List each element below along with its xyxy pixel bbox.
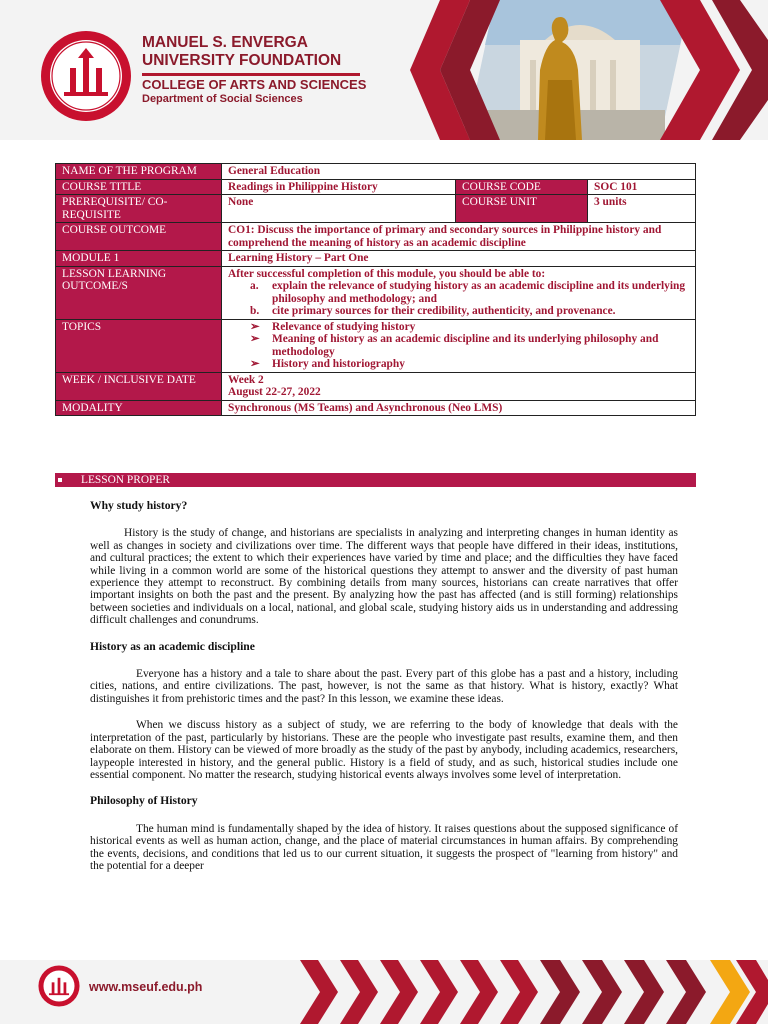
paragraph: History is the study of change, and historians are specialists in analyzing and interpreting changes in human identity as well as changes in society and civilizations over time. The different ways that people have differed in their ideas, institutions, and cultural practices; the extent to which their experiences have varied by time and place; and the difficulties they have faced while living in a common world are some of the historical questions they attempt to answer and the diversity of past human experience they attempt to reconstruct. By combining details from many sources, historians can create narratives that offer important insights on both the past and the present. By analyzing how the past has affected (and is still forming) relationships between societies and individuals on a local, national, and global scale, studying history aids us in understanding and addressing difficult challenges and conundrums. [90,527,678,627]
section-heading-philosophy: Philosophy of History [90,794,198,808]
topic-text: History and historiography [272,358,405,370]
paragraph: When we discuss history as a subject of study, we are referring to the body of knowledge that deals with the interpretation of the past, particularly by historians. These are the people who investigate past results, examine them, and then elaborate on them. History can be viewed of more broadly as the study of the past by anybody, including academics, researchers, laypeople interested in history, and the general public. History is a field of study, and as such, historical studies include one essential component. No matter the research, studying historical events always involves some level of interpretation. [90,719,678,781]
course-code-label: COURSE CODE [456,179,588,195]
university-name-line2: UNIVERSITY FOUNDATION [142,52,342,69]
learning-outcome-text: explain the relevance of studying history as an academic discipline and its underlying philosophy and methodology; and [272,280,686,305]
page-footer [0,960,768,1024]
prerequisite-row [56,195,696,223]
week-label: WEEK / INCLUSIVE DATE [56,372,222,400]
week-row [56,372,696,400]
lesson-proper-bar [55,473,696,487]
section-heading-academic-discipline: History as an academic discipline [90,639,255,653]
week-number: Week 2 [228,373,264,386]
arrow-bullet-icon: ➢ [250,358,260,370]
topic-item [228,321,689,334]
course-unit-label: COURSE UNIT [456,195,588,223]
week-value [222,372,696,400]
section-heading-why-study: Why study history? [90,499,188,512]
module-label: MODULE 1 [56,251,222,267]
college-name: COLLEGE OF ARTS AND SCIENCES [142,77,367,92]
square-bullet-icon [58,478,62,482]
topic-item [228,333,689,358]
university-name-line1: MANUEL S. ENVERGA [142,34,308,51]
learning-outcomes-row [56,266,696,319]
list-marker: a. [250,280,259,292]
list-marker: b. [250,305,260,317]
course-title-row [56,179,696,195]
course-info-table [55,163,696,416]
footer-chevron-art [0,960,768,1024]
learning-outcome-item [228,305,689,318]
course-outcome-label: COURSE OUTCOME [56,223,222,251]
course-outcome-row [56,223,696,251]
program-row [56,164,696,180]
lesson-proper-label: LESSON PROPER [81,474,170,486]
prerequisite-value: None [222,195,456,223]
course-outcome-value: CO1: Discuss the importance of primary and secondary sources in Philippine history and comprehend the meaning of history as an academic discipline [222,223,696,251]
topics-row [56,319,696,372]
modality-value: Synchronous (MS Teams) and Asynchronous (Neo LMS) [222,400,696,416]
website-url: www.mseuf.edu.ph [89,980,203,994]
lesson-content [90,500,678,886]
prerequisite-label: PREREQUISITE/ CO-REQUISITE [56,195,222,223]
topic-item [228,358,689,371]
course-title-value: Readings in Philippine History [222,179,456,195]
course-title-label: COURSE TITLE [56,179,222,195]
topic-text: Relevance of studying history [272,320,416,333]
learning-outcomes-list [228,280,689,318]
modality-label: MODALITY [56,400,222,416]
course-unit-value: 3 units [588,195,696,223]
program-value: General Education [222,164,696,180]
learning-outcome-text: cite primary sources for their credibility, authenticity, and provenance. [272,305,616,317]
topic-text: Meaning of history as an academic discipline and its underlying philosophy and methodology [272,333,659,358]
learning-outcomes-intro: After successful completion of this module, you should be able to: [228,267,546,280]
arrow-bullet-icon: ➢ [250,320,260,333]
program-label: NAME OF THE PROGRAM [56,164,222,180]
learning-outcome-item [228,280,689,305]
inclusive-date: August 22-27, 2022 [228,386,321,398]
module-row [56,251,696,267]
arrow-bullet-icon: ➢ [250,333,260,345]
learning-outcomes-value [222,266,696,319]
topics-value [222,319,696,372]
course-code-value: SOC 101 [588,179,696,195]
modality-row [56,400,696,416]
learning-outcomes-label: LESSON LEARNING OUTCOME/S [56,266,222,319]
header-banner-art [0,0,768,140]
topics-label: TOPICS [56,319,222,372]
paragraph: The human mind is fundamentally shaped by the idea of history. It raises questions about the supposed significance of historical events as well as human action, change, and the place of material circumstances in human affairs. By comprehending the events, decisions, and conditions that led us to our current situation, it suggests the prospect of "learning from history" and the potential for a deeper [90,822,678,872]
module-value: Learning History – Part One [222,251,696,267]
page-header [0,0,768,140]
paragraph: Everyone has a history and a tale to share about the past. Every part of this globe has a past and a history, including cities, nations, and entire civilizations. The past, however, is not the same as that history. What is history, exactly? What distinguishes it from prehistoric times and the past? In this lesson, we examine these ideas. [90,668,678,705]
department-name: Department of Social Sciences [142,93,303,105]
